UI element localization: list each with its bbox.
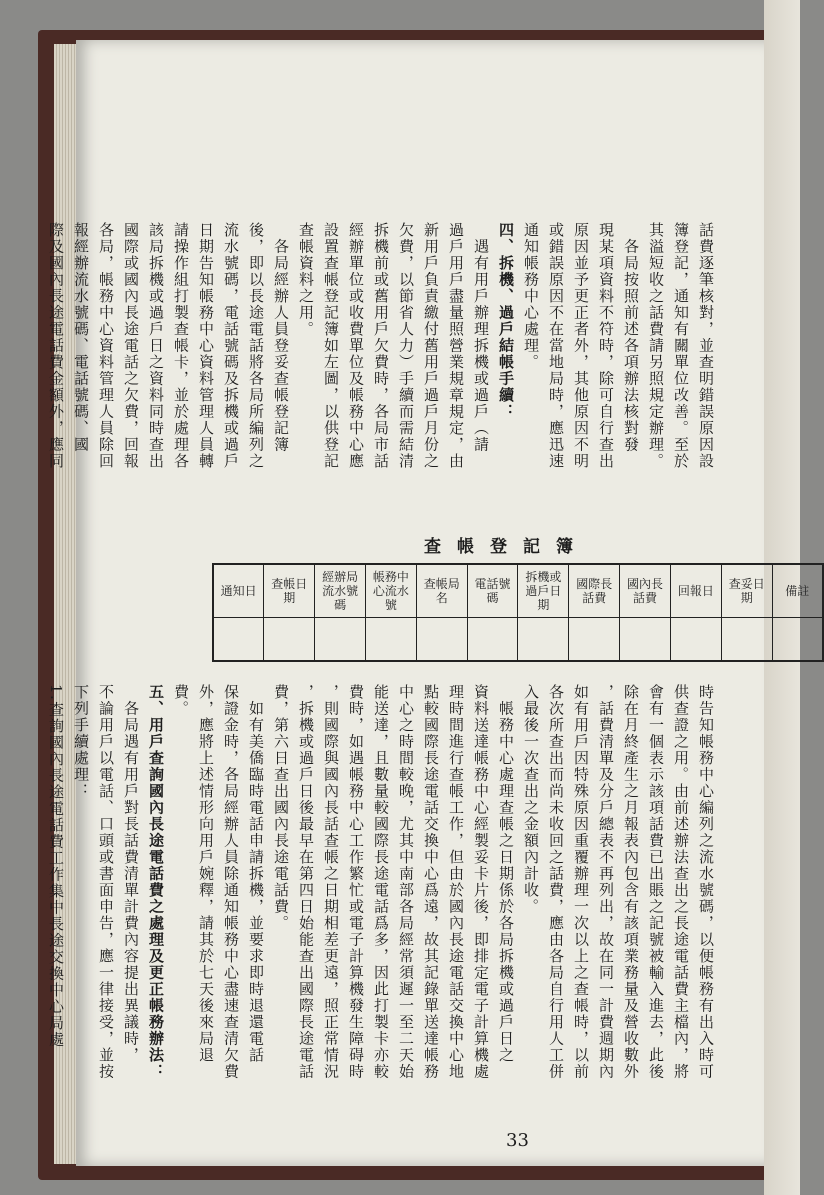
text-column: 國際或國內長途電話之欠費，回報	[122, 222, 140, 470]
text-column: 各局經辦人員登妥查帳登記簿	[272, 222, 290, 453]
text-column: 時告知帳務中心編列之流水號碼，以便帳務有出入時可	[697, 684, 715, 1080]
ledger-column-header: 通知日	[213, 564, 264, 618]
table-title: 查帳登記簿	[424, 537, 589, 557]
text-column: 供查證之用。由前述辦法查出之長途電話費主檔內，將	[672, 684, 690, 1080]
text-column: 資料送達帳務中心經製妥卡片後，即排定電子計算機處	[472, 684, 490, 1080]
ledger-column-header: 查帳日期	[264, 564, 315, 618]
text-column: ，拆機或過戶日後最早在第四日始能查出國際長途電話	[297, 684, 315, 1080]
text-column: 報經辦流水號碼、電話號碼、國	[72, 222, 90, 453]
text-column: 下列手續處理：	[72, 684, 90, 800]
ledger-header-row	[213, 564, 823, 618]
text-column: 設置查帳登記簿如左圖，以供登記	[322, 222, 340, 470]
text-column: 遇有用戶辦理拆機或過戶（請	[472, 222, 490, 453]
text-column: 後，即以長途電話將各局所編列之	[247, 222, 265, 470]
text-column: 其溢短收之話費請另照規定辦理。	[647, 222, 665, 470]
ledger-column-header: 查帳局名	[416, 564, 467, 618]
ledger-blank-cell	[518, 618, 569, 662]
text-column: 查帳資料之用。	[297, 222, 315, 338]
text-column: 帳務中心處理查帳之日期係於各局拆機或過戶日之	[497, 684, 515, 1064]
ledger-column-header: 回報日	[670, 564, 721, 618]
text-column: 現某項資料不符時，除可自行查出	[597, 222, 615, 470]
text-column: 1.查詢國內長途電話費工作集中長途交換中心局處	[47, 684, 65, 1048]
text-column: 四、拆機、過戶結帳手續：	[497, 222, 515, 420]
text-column: 費。	[172, 684, 190, 717]
text-column: 簿登記，通知有關單位改善。至於	[672, 222, 690, 470]
text-column: 五、用戶查詢國內長途電話費之處理及更正帳務辦法：	[147, 684, 165, 1080]
text-column: 話費逐筆核對，並查明錯誤原因設	[697, 222, 715, 470]
ledger-column-header: 國內長話費	[620, 564, 671, 618]
text-column: 不論用戶以電話、口頭或書面申告，應一律接受，並按	[97, 684, 115, 1080]
text-column: 經辦單位或收費單位及帳務中心應	[347, 222, 365, 470]
ledger-blank-row	[213, 618, 823, 662]
text-column: 如有美僑臨時電話申請拆機，並要求即時退還電話	[247, 684, 265, 1064]
text-column: ，則國際與國內長話查帳之日期相差更遠，照正常情況	[322, 684, 340, 1080]
text-column: 各局，帳務中心資料管理人員除回	[97, 222, 115, 470]
ledger-blank-cell	[213, 618, 264, 662]
text-column: 流水號碼，電話號碼及拆機或過戶	[222, 222, 240, 470]
text-column: 各局遇有用戶對長話費清單計費內容提出異議時，	[122, 684, 140, 1064]
text-column: 點較國際長途電話交換中心爲遠，故其記錄單送達帳務	[422, 684, 440, 1080]
upper-text-block	[43, 222, 718, 542]
page-content	[47, 44, 810, 1154]
text-column: 請操作組打製查帳卡，並於處理各	[172, 222, 190, 470]
text-column: ，話費清單及分戶總表不再列出，故在同一計費週期內	[597, 684, 615, 1080]
ledger-column-header: 拆機或過戶日期	[518, 564, 569, 618]
ledger-blank-cell	[569, 618, 620, 662]
ledger-column-header: 經辦局流水號碼	[315, 564, 366, 618]
text-column: 中心之時間較晚，尤其中南部各局經常須遲一至二天始	[397, 684, 415, 1080]
ledger-blank-cell	[670, 618, 721, 662]
text-column: 各局按照前述各項辦法核對發	[622, 222, 640, 453]
text-column: 能送達，且數量較國際長途電話爲多，因此打製卡亦較	[372, 684, 390, 1080]
lower-text-block	[43, 684, 718, 1080]
text-column: 日期告知帳務中心資料管理人員轉	[197, 222, 215, 470]
text-column: 外，應將上述情形向用戶婉釋，請其於七天後來局退	[197, 684, 215, 1064]
text-column: 通知帳務中心處理。	[522, 222, 540, 371]
ledger-table	[212, 563, 824, 662]
ledger-blank-cell	[620, 618, 671, 662]
text-column: 會有一個表示該項話費已出賬之記號被輸入進去，此後	[647, 684, 665, 1080]
text-column: 除在月終產生之月報表內包含有該項業務量及營收數外	[622, 684, 640, 1080]
text-column: 各次所查出而尚未收回之話費，應由各局自行用人工併	[547, 684, 565, 1080]
ledger-column-header: 備註	[772, 564, 823, 618]
ledger-blank-cell	[264, 618, 315, 662]
ledger-blank-cell	[365, 618, 416, 662]
text-column: 理時間進行查帳工作，但由於國內長途電話交換中心地	[447, 684, 465, 1080]
ledger-column-header: 帳務中心流水號	[365, 564, 416, 618]
text-column: 原因並予更正者外，其他原因不明	[572, 222, 590, 470]
text-column: 該局拆機或過戶日之資料同時查出	[147, 222, 165, 470]
text-column: 費，第六日查出國內長途電話費。	[272, 684, 290, 932]
text-column: 或錯誤原因不在當地局時，應迅速	[547, 222, 565, 470]
text-column: 欠費，以節省人力）手續而需結清	[397, 222, 415, 470]
text-column: 際及國內長途電話費金額外，應同	[47, 222, 65, 470]
ledger-column-header: 國際長話費	[569, 564, 620, 618]
ledger-blank-cell	[772, 618, 823, 662]
ledger-blank-cell	[315, 618, 366, 662]
ledger-blank-cell	[721, 618, 772, 662]
text-column: 如有用戶因特殊原因重覆辦理一次以上之查帳時，以前	[572, 684, 590, 1080]
text-column: 過戶用戶盡量照營業規章規定，由	[447, 222, 465, 470]
text-column: 保證金時，各局經辦人員除通知帳務中心盡速查清欠費	[222, 684, 240, 1080]
ledger-blank-cell	[467, 618, 518, 662]
ledger-column-header: 電話號碼	[467, 564, 518, 618]
text-column: 入最後一次查出之金額內計收。	[522, 684, 540, 915]
ledger-column-header: 查妥日期	[721, 564, 772, 618]
text-column: 費時，如遇帳務中心工作繁忙或電子計算機發生障碍時	[347, 684, 365, 1080]
page-number: 33	[506, 1130, 529, 1151]
text-column: 拆機前或舊用戶欠費時，各局市話	[372, 222, 390, 470]
text-column: 新用戶負責繳付舊用戶過戶月份之	[422, 222, 440, 470]
ledger-blank-cell	[416, 618, 467, 662]
